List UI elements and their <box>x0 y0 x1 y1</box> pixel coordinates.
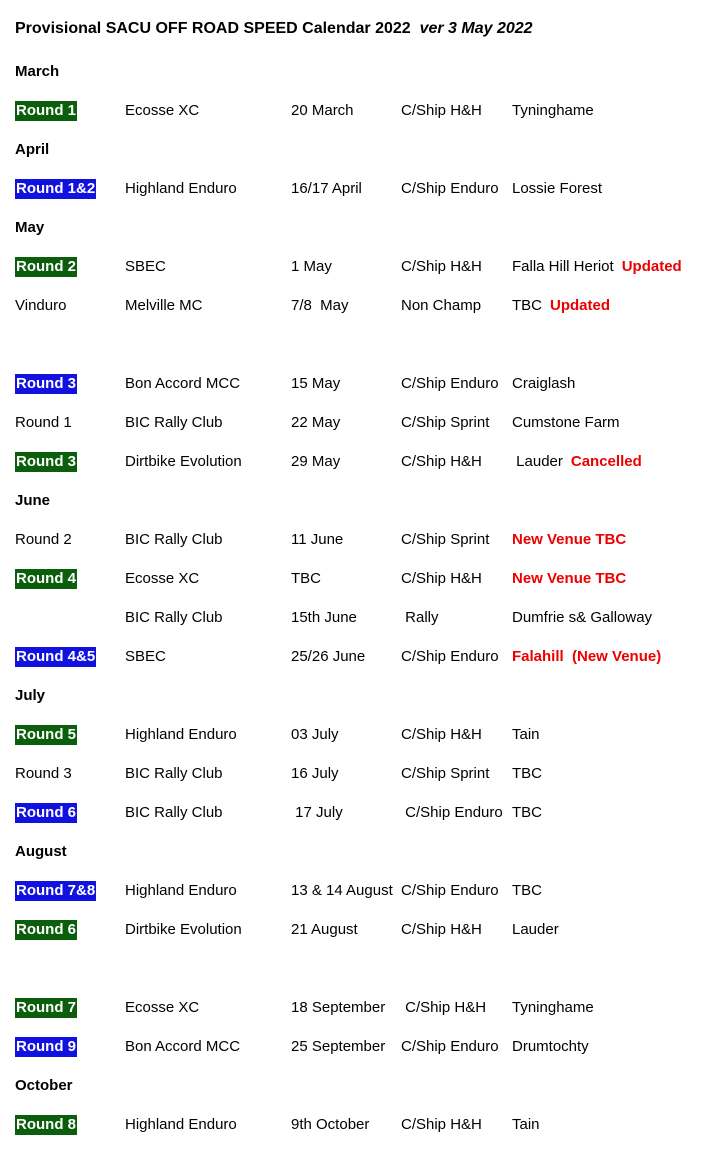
event-row <box>0 527 705 553</box>
round-cell <box>15 1112 77 1138</box>
round-badge: Round 3 <box>16 375 76 392</box>
venue-text: Dumfrie s& Galloway <box>512 609 653 626</box>
version-text: ver 3 May 2022 <box>419 20 533 37</box>
event-type-cell: C/Ship Enduro <box>401 804 503 821</box>
organiser-cell: Highland Enduro <box>125 1116 237 1133</box>
date-cell: 16/17 April <box>291 180 362 197</box>
venue-text: Falla Hill Heriot <box>512 258 614 275</box>
month-heading-march: March <box>15 63 60 80</box>
event-row <box>0 605 705 631</box>
venue-text: TBC <box>512 882 542 899</box>
round-badge: Round 6 <box>16 804 76 821</box>
round-badge: Round 2 <box>16 258 76 275</box>
event-type-cell: C/Ship H&H <box>401 570 482 587</box>
event-type-cell: C/Ship Sprint <box>401 765 490 782</box>
venue-text: Lossie Forest <box>512 180 603 197</box>
round-badge: Round 7 <box>16 999 76 1016</box>
round-cell <box>15 176 96 202</box>
venue-text: TBC <box>512 765 542 782</box>
organiser-cell: Ecosse XC <box>125 102 200 119</box>
date-cell: 1 May <box>291 258 332 275</box>
round-badge: Round 5 <box>16 726 76 743</box>
venue-cell <box>512 98 594 124</box>
month-heading-april: April <box>15 141 50 158</box>
event-row <box>0 644 705 670</box>
venue-text: Lauder <box>512 921 559 938</box>
organiser-cell: Highland Enduro <box>125 180 237 197</box>
round-cell <box>15 917 77 943</box>
venue-cell <box>512 254 682 280</box>
round-cell <box>15 293 66 319</box>
organiser-cell: Melville MC <box>125 297 203 314</box>
event-row <box>0 761 705 787</box>
month-heading-august: August <box>15 843 67 860</box>
status-note: Falahill (New Venue) <box>512 648 662 665</box>
venue-cell <box>512 605 652 631</box>
event-row <box>0 566 705 592</box>
venue-cell <box>512 410 620 436</box>
month-heading-october: October <box>15 1077 73 1094</box>
event-type-cell: Non Champ <box>401 297 482 314</box>
event-type-cell: C/Ship H&H <box>401 726 482 743</box>
date-cell: 11 June <box>291 531 344 548</box>
date-cell: 17 July <box>291 804 343 821</box>
date-cell: 25 September <box>291 1038 386 1055</box>
venue-text: Craiglash <box>512 375 576 392</box>
venue-text: Tyninghame <box>512 999 594 1016</box>
status-note: New Venue TBC <box>512 570 627 587</box>
event-row <box>0 293 705 319</box>
event-row <box>0 995 705 1021</box>
venue-cell <box>512 176 602 202</box>
venue-text: Cumstone Farm <box>512 414 620 431</box>
organiser-cell: Bon Accord MCC <box>125 1038 241 1055</box>
organiser-cell: Bon Accord MCC <box>125 375 241 392</box>
status-note: New Venue TBC <box>512 531 627 548</box>
event-row <box>0 176 705 202</box>
event-type-cell: C/Ship Enduro <box>401 882 499 899</box>
event-type-cell: C/Ship H&H <box>401 453 482 470</box>
event-row <box>0 410 705 436</box>
round-cell <box>15 371 77 397</box>
round-label: Round 3 <box>15 765 72 782</box>
round-badge: Round 1&2 <box>16 180 96 197</box>
venue-cell <box>512 761 542 787</box>
round-label: Vinduro <box>15 297 67 314</box>
venue-text: Drumtochty <box>512 1038 589 1055</box>
round-cell <box>15 761 72 787</box>
date-cell: 9th October <box>291 1116 370 1133</box>
round-cell <box>15 254 77 280</box>
round-cell <box>15 566 77 592</box>
venue-cell <box>512 449 642 475</box>
organiser-cell: BIC Rally Club <box>125 531 223 548</box>
title-text: Provisional SACU OFF ROAD SPEED Calendar 2022 <box>15 20 411 37</box>
venue-text: Tain <box>512 1116 540 1133</box>
venue-cell <box>512 917 559 943</box>
event-row <box>0 98 705 124</box>
event-row <box>0 722 705 748</box>
event-row <box>0 1112 705 1138</box>
venue-cell <box>512 722 540 748</box>
date-cell: 20 March <box>291 102 354 119</box>
date-cell: TBC <box>291 570 321 587</box>
organiser-cell: SBEC <box>125 258 166 275</box>
event-type-cell: C/Ship H&H <box>401 921 482 938</box>
event-row <box>0 1034 705 1060</box>
venue-text: Tyninghame <box>512 102 594 119</box>
organiser-cell: BIC Rally Club <box>125 414 223 431</box>
round-cell <box>15 722 77 748</box>
round-badge: Round 3 <box>16 453 76 470</box>
venue-cell <box>512 1112 540 1138</box>
venue-text: Lauder <box>512 453 563 470</box>
month-heading-may: May <box>15 219 45 236</box>
organiser-cell: Ecosse XC <box>125 999 200 1016</box>
month-heading-june: June <box>15 492 51 509</box>
event-type-cell: C/Ship Sprint <box>401 531 490 548</box>
event-row <box>0 254 705 280</box>
event-type-cell: C/Ship Enduro <box>401 648 499 665</box>
date-cell: 03 July <box>291 726 339 743</box>
date-cell: 22 May <box>291 414 341 431</box>
organiser-cell: BIC Rally Club <box>125 804 223 821</box>
venue-text: Tain <box>512 726 540 743</box>
event-row <box>0 449 705 475</box>
venue-cell <box>512 566 626 592</box>
organiser-cell: Dirtbike Evolution <box>125 921 242 938</box>
round-cell <box>15 878 96 904</box>
event-type-cell: C/Ship H&H <box>401 102 482 119</box>
organiser-cell: Dirtbike Evolution <box>125 453 242 470</box>
event-type-cell: C/Ship H&H <box>401 999 487 1016</box>
round-cell <box>15 800 77 826</box>
venue-cell <box>512 644 661 670</box>
event-type-cell: Rally <box>401 609 439 626</box>
round-badge: Round 1 <box>16 102 76 119</box>
status-note: Cancelled <box>570 453 642 470</box>
organiser-cell: BIC Rally Club <box>125 609 223 626</box>
round-cell <box>15 995 77 1021</box>
date-cell: 25/26 June <box>291 648 366 665</box>
month-heading-july: July <box>15 687 46 704</box>
round-cell <box>15 1034 77 1060</box>
venue-text: TBC <box>512 804 542 821</box>
venue-cell <box>512 878 542 904</box>
venue-cell <box>512 371 575 397</box>
status-note: Updated <box>550 297 610 314</box>
organiser-cell: Highland Enduro <box>125 726 237 743</box>
round-cell <box>15 410 72 436</box>
round-badge: Round 8 <box>16 1116 76 1133</box>
round-label: Round 1 <box>15 414 72 431</box>
date-cell: 15th June <box>291 609 357 626</box>
event-row <box>0 917 705 943</box>
round-cell <box>15 449 77 475</box>
round-label: Round 2 <box>15 531 72 548</box>
date-cell: 18 September <box>291 999 386 1016</box>
document-title <box>15 20 533 38</box>
event-row <box>0 371 705 397</box>
venue-cell <box>512 527 626 553</box>
round-badge: Round 9 <box>16 1038 76 1055</box>
event-type-cell: C/Ship Enduro <box>401 375 499 392</box>
event-type-cell: C/Ship Enduro <box>401 180 499 197</box>
venue-cell <box>512 995 594 1021</box>
organiser-cell: Highland Enduro <box>125 882 237 899</box>
round-badge: Round 7&8 <box>16 882 96 899</box>
round-badge: Round 4 <box>16 570 76 587</box>
round-cell <box>15 98 77 124</box>
venue-text: TBC <box>512 297 542 314</box>
date-cell: 29 May <box>291 453 341 470</box>
organiser-cell: BIC Rally Club <box>125 765 223 782</box>
event-type-cell: C/Ship H&H <box>401 1116 482 1133</box>
event-row <box>0 878 705 904</box>
date-cell: 7/8 May <box>291 297 349 314</box>
venue-cell <box>512 1034 589 1060</box>
date-cell: 21 August <box>291 921 358 938</box>
organiser-cell: SBEC <box>125 648 166 665</box>
date-cell: 15 May <box>291 375 341 392</box>
round-badge: Round 6 <box>16 921 76 938</box>
status-note: Updated <box>621 258 682 275</box>
venue-cell <box>512 800 542 826</box>
organiser-cell: Ecosse XC <box>125 570 200 587</box>
round-cell <box>15 644 96 670</box>
event-row <box>0 800 705 826</box>
event-type-cell: C/Ship H&H <box>401 258 482 275</box>
round-cell <box>15 527 72 553</box>
round-badge: Round 4&5 <box>16 648 96 665</box>
date-cell: 13 & 14 August <box>291 882 393 899</box>
venue-cell <box>512 293 610 319</box>
date-cell: 16 July <box>291 765 339 782</box>
event-type-cell: C/Ship Enduro <box>401 1038 499 1055</box>
event-type-cell: C/Ship Sprint <box>401 414 490 431</box>
